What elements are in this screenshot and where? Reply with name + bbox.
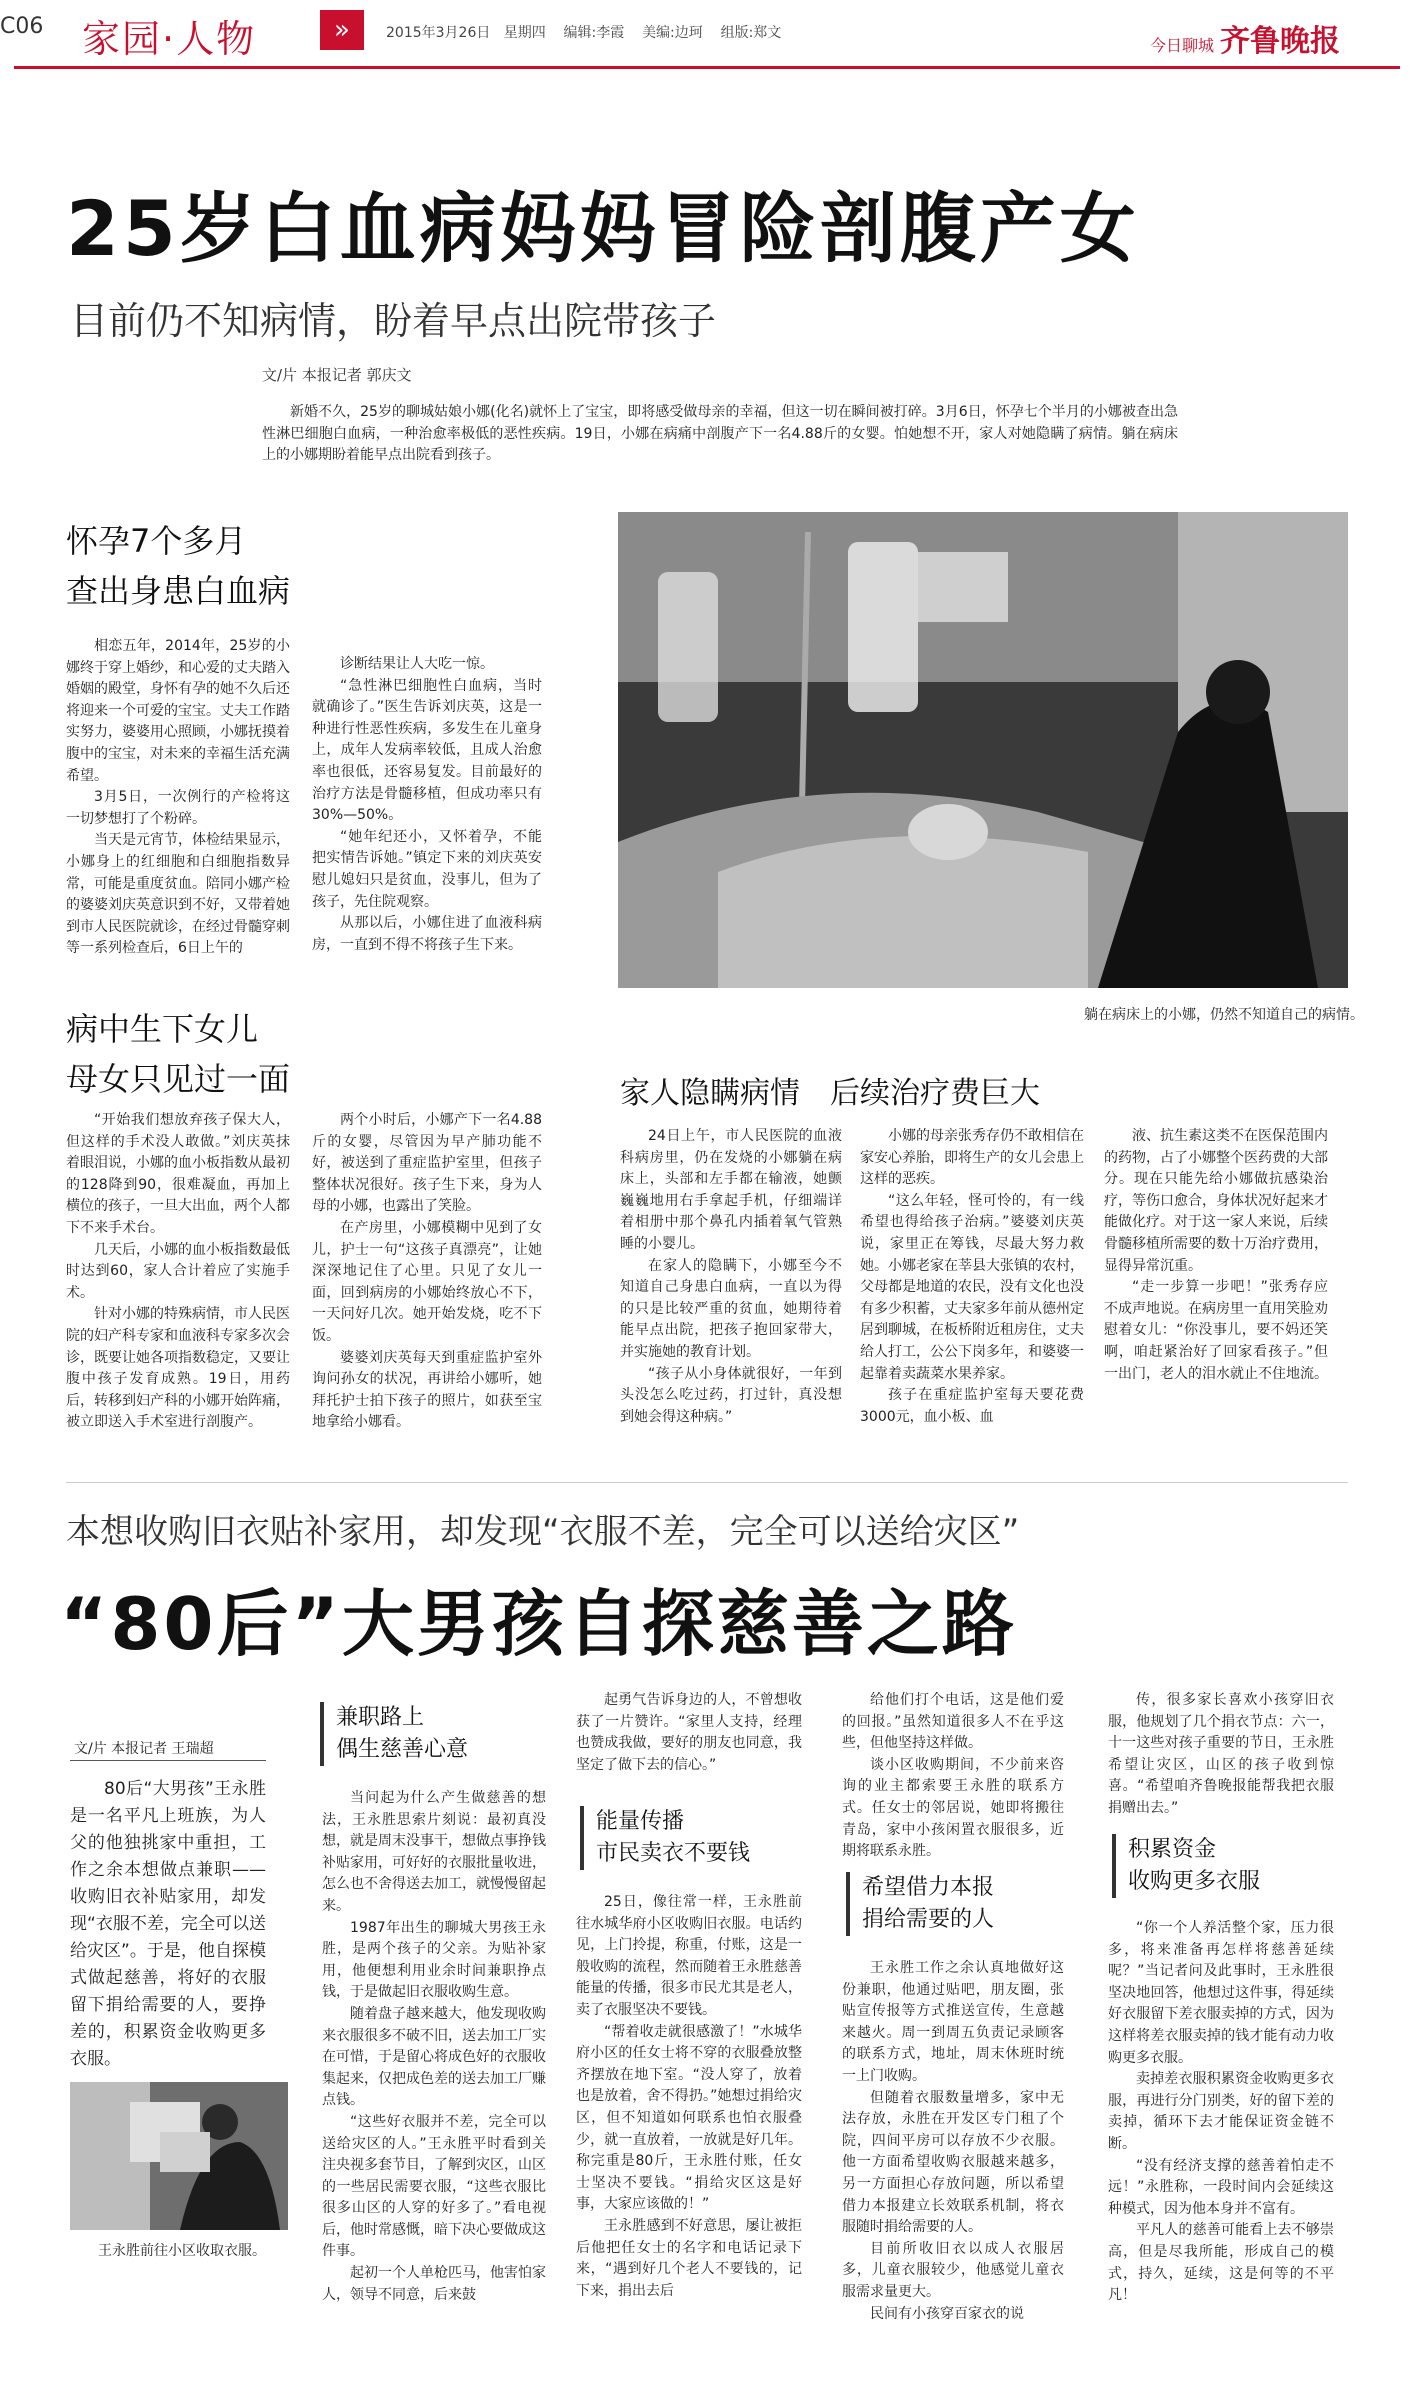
- story1-subheadline: 目前仍不知病情，盼着早点出院带孩子: [70, 299, 717, 343]
- paragraph: “走一步算一步吧！”张秀存应不成声地说。在病房里一直用笑脸劝慰着女儿：“你没事儿，要不妈还笑啊，咱赶紧治好了回家看孩子。”但一出门，老人的泪水就止不住地流。: [1104, 1279, 1328, 1382]
- paragraph: 给他们打个电话，这是他们爱的回报。”虽然知道很多人不在乎这些，但他坚持这样做。: [842, 1692, 1064, 1752]
- story2-column-3-top: [842, 1690, 1064, 1863]
- issue-weekday: 星期四: [503, 25, 546, 41]
- paragraph: 孩子在重症监护室每天要花费3000元，血小板、血: [860, 1387, 1084, 1425]
- paragraph: 24日上午，市人民医院的血液科病房里，仍在发烧的小娜躺在病床上，头部和左手都在输液，她颤巍巍地用右手拿起手机，仔细端详着相册中那个鼻孔内插着氧气管熟睡的小婴儿。: [620, 1128, 842, 1252]
- clothes-photo-caption: 王永胜前往小区收取衣服。: [98, 2243, 266, 2259]
- paragraph: 小娜的母亲张秀存仍不敢相信在家安心养胎，即将生产的女儿会患上这样的恶疾。: [860, 1128, 1084, 1188]
- story2-section2-heading-line1: 能量传播: [596, 1809, 685, 1834]
- story2-intro: [70, 1776, 266, 2073]
- story1-byline: 文/片 本报记者 郭庆文: [262, 366, 412, 384]
- paragraph: “急性淋巴细胞性白血病，当时就确诊了。”医生告诉刘庆英，这是一种进行性恶性疾病，多发生在儿童身上，成年人发病率较低，且成人治愈率也很低，还容易复发。目前最好的治疗方法是骨髓移植，但成功率只有30%—50%。: [312, 677, 542, 824]
- story2-kicker: 本想收购旧衣贴补家用，却发现“衣服不差，完全可以送给灾区”: [66, 1512, 1020, 1552]
- paragraph: 起初一个人单枪匹马，他害怕家人，领导不同意，后来鼓: [322, 2265, 546, 2303]
- paragraph: 诊断结果让人大吃一惊。: [340, 656, 494, 672]
- hospital-photo-illustration: [618, 512, 1348, 988]
- story1-lead-text: 新婚不久，25岁的聊城姑娘小娜(化名)就怀上了宝宝，即将感受做母亲的幸福，但这一切在瞬间被打碎。3月6日，怀孕七个半月的小娜被查出急性淋巴细胞白血病，一种治愈率极低的恶性疾病。19日，小娜在病痛中剖腹产下一名4.88斤的女婴。怕她想不开，家人对她隐瞒了病情。躺在病床上的小娜期盼着能早点出院看到孩子。: [262, 404, 1178, 464]
- story2-section2-heading: [580, 1806, 750, 1870]
- paragraph: 王永胜工作之余认真地做好这份兼职，他通过贴吧，朋友圈，张贴宣传报等方式推送宣传，生意越来越火。周一到周五负责记录顾客的联系方式，地址，周末休班时统一上门收购。: [842, 1960, 1064, 2084]
- paragraph: 针对小娜的特殊病情，市人民医院的妇产科专家和血液科专家多次会诊，既要让她各项指数稳定，又要让腹中孩子发育成熟。19日，用药后，转移到妇产科的小娜开始阵痛，被立即送入手术室进行剖腹产。: [66, 1306, 290, 1431]
- story1-column-4: [312, 1110, 542, 1434]
- story2-section3-heading-line2: 捐给需要的人: [862, 1907, 995, 1932]
- story2-section2-heading-line2: 市民卖衣不要钱: [596, 1841, 751, 1866]
- story1-column-5: [620, 1126, 842, 1428]
- paragraph: “她年纪还小，又怀着孕，不能把实情告诉她。”镇定下来的刘庆英安慰儿媳妇只是贫血，没事儿，但为了孩子，先住院观察。: [312, 828, 542, 910]
- story2-section4-heading-line2: 收购更多衣服: [1128, 1869, 1261, 1894]
- editor: 编辑:李霞: [563, 25, 625, 41]
- newspaper-brand: [1150, 16, 1340, 60]
- story2-section4-heading: [1112, 1834, 1260, 1898]
- story2-intro-text: 80后“大男孩”王永胜是一名平凡上班族，为人父的他独挑家中重担，工作之余本想做点兼职——收购旧衣补贴家用，却发现“衣服不差，完全可以送给灾区”。于是，他自探模式做起慈善，将好的衣服留下捐给需要的人，要挣差的，积累资金收购更多衣服。: [70, 1779, 266, 2069]
- story2-column-1: [322, 1788, 546, 2306]
- story1-section1-heading-line2: 查出身患白血病: [66, 572, 291, 610]
- proof-editor: 组版:郑文: [720, 25, 782, 41]
- paragraph: 在家人的隐瞒下，小娜至今不知道自己身患白血病，一直以为得的只是比较严重的贫血，她期待着能早点出院，把孩子抱回家带大，并实施她的教育计划。: [620, 1257, 842, 1360]
- paragraph: 卖掉差衣服积累资金收购更多衣服，再进行分门别类，好的留下差的卖掉，循环下去才能保证资金链不断。: [1108, 2071, 1334, 2152]
- paragraph: 从那以后，小娜住进了血液科病房，一直到不得不将孩子生下来。: [312, 915, 542, 953]
- story1-column-3: [66, 1110, 290, 1434]
- paragraph: 几天后，小娜的血小板指数最低时达到60，家人合计着应了实施手术。: [66, 1241, 290, 1301]
- paragraph: 但随着衣服数量增多，家中无法存放，永胜在开发区专门租了个院，四间平房可以存放不少衣服。他一方面希望收购衣服越来越多，另一方面担心存放问题，所以希望借力本报建立长效联系机制，将衣服随时捐给需要的人。: [842, 2089, 1064, 2236]
- paragraph: “帮着收走就很感激了！”水城华府小区的任女士将不穿的衣服叠放整齐摆放在地下室。“没人穿了，放着也是放着，舍不得扔。”她想过捐给灾区，但不知道如何联系也怕衣服叠少，就一直放着，一放就是好几年。称完重是80斤，王永胜付账，任女士坚决不要钱。“捐给灾区这是好事，大家应该做的！”: [576, 2023, 802, 2213]
- clothes-photo-illustration: [70, 2082, 288, 2230]
- story1-column-7: [1104, 1126, 1328, 1385]
- story2-section1-heading: [320, 1702, 468, 1766]
- paragraph: 当天是元宵节，体检结果显示，小娜身上的红细胞和白细胞指数异常，可能是重度贫血。陪同小娜产检的婆婆刘庆英意识到不好，又带着她到市人民医院就诊，在经过骨髓穿刺等一系列检查后，6日上午的: [66, 832, 290, 957]
- paragraph: “没有经济支撑的慈善着怕走不远！”永胜称，一段时间内会延续这种模式，因为他本身并不富有。: [1108, 2157, 1334, 2217]
- story1-section1-heading: 怀孕7个多月: [66, 522, 247, 560]
- story2-section4-heading-line1: 积累资金: [1128, 1837, 1217, 1862]
- paragraph: 目前所收旧衣以成人衣服居多，儿童衣服较少，他感觉儿童衣服需求量更大。: [842, 2240, 1064, 2300]
- paragraph: 在产房里，小娜模糊中见到了女儿，护士一句“这孩子真漂亮”，让她深深地记住了心里。只见了女儿一面，回到病房的小娜始终放心不下，一天问好几次。她开始发烧，吃不下饭。: [312, 1219, 542, 1344]
- paragraph: 液、抗生素这类不在医保范围内的药物，占了小娜整个医药费的大部分。现在只能先给小娜做抗感染治疗，等伤口愈合，身体状况好起来才能做化疗。对于这一家人来说，后续骨髓移植所需要的数十万治疗费用，显得异常沉重。: [1104, 1128, 1328, 1274]
- brand-small: 今日聊城: [1150, 36, 1215, 55]
- story2-column-2-top: [576, 1690, 802, 1776]
- story1-column-1: [66, 636, 290, 960]
- story1-headline: 25岁白血病妈妈冒险剖腹产女: [66, 184, 1140, 273]
- paragraph: “孩子从小身体就很好，一年到头没怎么吃过药，打过针，真没想到她会得这种病。”: [620, 1365, 842, 1425]
- story2-column-4-top: [1108, 1690, 1334, 1820]
- brand-logo: 齐鲁晚报: [1220, 24, 1341, 59]
- paragraph: “你一个人养活整个家，压力很多，将来准备再怎样将慈善延续呢？”当记者问及此事时，王永胜很坚决地回答，他想过这件事，得延续好衣服留下差衣服卖掉的方式，因为这样将差衣服卖掉的钱才能有动力收购更多衣服。: [1108, 1920, 1334, 2066]
- story-divider: [66, 1482, 1348, 1483]
- section-arrow-icon: »: [320, 10, 364, 50]
- paragraph: 25日，像往常一样，王永胜前往水城华府小区收购旧衣服。电话约见，上门拎提，称重，付账，这是一般收购的流程，然而随着王永胜慈善能量的传播，很多市民尤其是老人，卖了衣服坚决不要钱。: [576, 1894, 802, 2018]
- paragraph: 相恋五年，2014年，25岁的小娜终于穿上婚纱，和心爱的丈夫踏入婚姻的殿堂，身怀有孕的她不久后还将迎来一个可爱的宝宝。丈夫工作踏实努力，婆婆用心照顾，小娜抚摸着腹中的宝宝，对未来的幸福生活充满希望。: [66, 638, 290, 784]
- paragraph: 起勇气告诉身边的人，不曾想收获了一片赞许。“家里人支持，经理也赞成我做，要好的朋友也同意，我坚定了做下去的信心。”: [576, 1692, 802, 1773]
- paragraph: 民间有小孩穿百家衣的说: [870, 2305, 1024, 2322]
- byline-rule: [70, 1760, 266, 1761]
- issue-date: 2015年3月26日: [386, 25, 491, 41]
- story1-column-6: [860, 1126, 1084, 1428]
- story2-headline: “80后”大男孩自探慈善之路: [60, 1582, 1017, 1666]
- story1-section2-heading-line2: 母女只见过一面: [66, 1060, 291, 1098]
- hospital-bed-photo: [618, 512, 1348, 988]
- story2-section3-heading-line1: 希望借力本报: [862, 1875, 995, 1900]
- paragraph: 谈小区收购期间，不少前来咨询的业主都索要王永胜的联系方式。任女士的邻居说，她即将搬往青岛，家中小孩闲置衣服很多，近期将联系永胜。: [842, 1756, 1064, 1860]
- paragraph: “开始我们想放弃孩子保大人，但这样的手术没人敢做。”刘庆英抹着眼泪说，小娜的血小板指数从最初的128降到90，很难凝血，再加上横位的孩子，一旦大出血，两个人都下不来手术台。: [66, 1112, 290, 1236]
- paragraph: 传，很多家长喜欢小孩穿旧衣服，他规划了几个捐衣节点：六一，十一这些对孩子重要的节日，王永胜希望让灾区，山区的孩子收到惊喜。“希望咱齐鲁晚报能帮我把衣服捐赠出去。”: [1108, 1692, 1334, 1816]
- paragraph: 随着盘子越来越大，他发现收购来衣服很多不破不旧，送去加工厂实在可惜，于是留心将成色好的衣服收集起来，仅把成色差的送去加工厂赚点钱。: [322, 2005, 546, 2109]
- story2-section3-heading: [846, 1872, 994, 1936]
- paragraph: 平凡人的慈善可能看上去不够崇高，但是尽我所能，形成自己的模式，持久，延续，这是何等的不平凡！: [1108, 2222, 1334, 2304]
- paragraph: 王永胜感到不好意思，屡让被拒后他把任女士的名字和电话记录下来，“遇到好几个老人不要钱的，记下来，捐出去后: [576, 2217, 802, 2299]
- paragraph: 3月5日，一次例行的产检将这一切梦想打了个粉碎。: [66, 789, 290, 827]
- art-editor: 美编:边珂: [642, 25, 703, 41]
- story1-section2-heading: 病中生下女儿: [66, 1010, 259, 1048]
- story2-byline: 文/片 本报记者 王瑞超: [74, 1741, 214, 1757]
- header-rule: [14, 66, 1400, 69]
- section-title: 家园·人物: [82, 17, 257, 61]
- story2-column-2: [576, 1892, 802, 2302]
- hospital-photo-caption: 躺在病床上的小娜，仍然不知道自己的病情。: [1084, 1007, 1364, 1023]
- paragraph: 1987年出生的聊城大男孩王永胜，是两个孩子的父亲。为贴补家用，他便想利用业余时间兼职挣点钱，于是做起旧衣服收购生意。: [322, 1919, 546, 2001]
- story1-section3-heading: 家人隐瞒病情 后续治疗费巨大: [620, 1076, 1040, 1111]
- story2-column-3: [842, 1958, 1064, 2325]
- paragraph: 两个小时后，小娜产下一名4.88斤的女婴，尽管因为早产肺功能不好，被送到了重症监护室里，但孩子整体状况很好。孩子生下来，身为人母的小娜，也露出了笑脸。: [312, 1112, 542, 1215]
- issue-meta: [386, 22, 781, 42]
- paragraph: 当问起为什么产生做慈善的想法，王永胜思索片刻说：最初真没想，就是周末没事干，想做点事挣钱补贴家用，可好好的衣服批量收进，怎么也不舍得送去加工，就慢慢留起来。: [322, 1790, 546, 1914]
- clothes-collection-photo: [70, 2082, 288, 2230]
- story1-lead: [262, 402, 1178, 467]
- paragraph: 婆婆刘庆英每天到重症监护室外询问孙女的状况，再讲给小娜听，她拜托护士拍下孩子的照片，如获至宝地拿给小娜看。: [312, 1349, 542, 1431]
- paragraph: “这些好衣服并不差，完全可以送给灾区的人。”王永胜平时看到关注央视多套节目，了解到灾区，山区的一些居民需要衣服，“这些衣服比很多山区的人穿的好多了。”看电视后，他时常感慨，暗下决心要做成这件事。: [322, 2113, 546, 2260]
- page-number: C06: [0, 14, 44, 39]
- story1-column-2: [312, 654, 542, 956]
- story2-column-4: [1108, 1918, 1334, 2307]
- story2-section1-heading-line2: 偶生慈善心意: [336, 1737, 469, 1762]
- paragraph: “这么年轻，怪可怜的，有一线希望也得给孩子治病。”婆婆刘庆英说，家里正在筹钱，尽最大努力救她。小娜老家在莘县大张镇的农村，父母都是地道的农民，没有文化也没有多少积蓄，丈夫家多年前从德州定居到聊城，在板桥附近租房住，丈夫给人打工，公公下岗多年，和婆婆一起靠着卖蔬菜水果养家。: [860, 1192, 1084, 1382]
- story2-section1-heading-line1: 兼职路上: [336, 1705, 425, 1730]
